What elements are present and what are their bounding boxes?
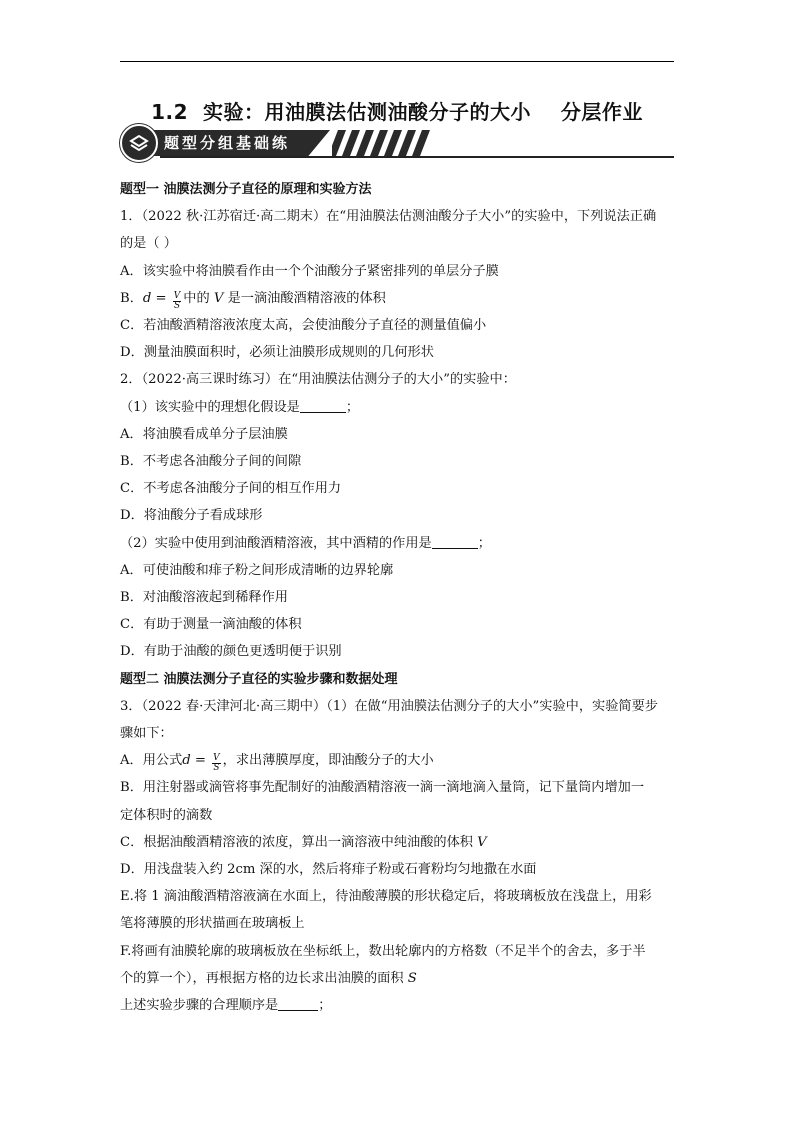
formula-d: d xyxy=(142,290,152,306)
fraction-numerator: V xyxy=(213,753,220,764)
banner-text: 题型分组基础练 xyxy=(164,134,291,152)
banner-rule xyxy=(160,156,674,158)
answer-blank xyxy=(300,398,346,413)
q2-part2-option-a: A．可使油酸和痱子粉之间形成清晰的边界轮廓 xyxy=(120,562,394,578)
q2-part1-text: （1）该实验中的理想化假设是 xyxy=(120,399,300,415)
q2-part1-option-a: A．将油膜看成单分子层油膜 xyxy=(120,426,288,442)
question-body xyxy=(120,176,680,1019)
q3-step-a-prefix: A．用公式 xyxy=(120,753,183,769)
q2-part2 xyxy=(120,530,680,557)
q1-option-a: A．该实验中将油膜看作由一个个油酸分子紧密排列的单层分子膜 xyxy=(120,263,499,279)
formula-fraction xyxy=(212,754,221,773)
q2-part2-option-b: B．对油酸溶液起到稀释作用 xyxy=(120,590,288,606)
q2-part2-option-d: D．有助于油酸的颜色更透明便于识别 xyxy=(120,644,342,660)
q3-step-a xyxy=(120,747,680,774)
q3-step-b-line1: B．用注射器或滴管将事先配制好的油酸酒精溶液一滴一滴地滴入量筒，记下量筒内增加一 xyxy=(120,780,644,796)
top-rule xyxy=(120,61,674,62)
q1-option-b-end: 是一滴油酸酒精溶液的体积 xyxy=(223,290,386,306)
page-title: 1.2 实验：用油膜法估测油酸分子的大小 分层作业 xyxy=(151,100,643,124)
q2-part1-option-d: D．将油酸分子看成球形 xyxy=(120,508,263,524)
section-banner xyxy=(120,124,674,162)
q3-step-b-line2: 定体积时的滴数 xyxy=(120,807,213,823)
area-symbol: S xyxy=(407,970,417,986)
volume-symbol: V xyxy=(477,834,487,850)
q2-part2-option-c: C．有助于测量一滴油酸的体积 xyxy=(120,617,302,633)
q1-option-b-prefix: B． xyxy=(120,290,143,306)
q3-order-end: ； xyxy=(318,998,332,1014)
q3-order xyxy=(120,992,680,1019)
q1-stem-line1: 1．（2022 秋·江苏宿迁·高二期末）在“用油膜法估测油酸分子大小”的实验中，下列说法正确 xyxy=(120,209,657,225)
q1-option-b-mid: 中的 xyxy=(183,290,214,306)
layers-icon xyxy=(120,124,158,162)
q3-step-c-text: C．根据油酸酒精溶液的浓度，算出一滴溶液中纯油酸的体积 xyxy=(120,834,478,850)
q1-stem-line2: 的是（ ） xyxy=(120,236,177,252)
q3-step-e-line1: E.将 1 滴油酸酒精溶液滴在水面上，待油酸薄膜的形状稳定后，将玻璃板放在浅盘上，用彩 xyxy=(120,889,652,905)
q3-step-a-suffix: ，求出薄膜厚度，即油酸分子的大小 xyxy=(222,753,434,769)
q3-step-f-text: 个的算一个），再根据方格的边长求出油膜的面积 xyxy=(120,970,408,986)
banner-stripes xyxy=(332,130,442,156)
q3-stem-line1: 3．（2022 春·天津河北·高三期中）（1）在做“用油膜法估测分子的大小”实验中，实验简要步 xyxy=(120,698,658,714)
q3-step-e-line2: 笔将薄膜的形状描画在玻璃板上 xyxy=(120,916,305,932)
formula-equals: = xyxy=(190,753,211,769)
volume-symbol: V xyxy=(213,290,224,306)
q2-part1 xyxy=(120,394,680,421)
q3-step-c xyxy=(120,829,680,856)
fraction-numerator: V xyxy=(173,290,181,301)
q3-order-text: 上述实验步骤的合理顺序是 xyxy=(120,998,279,1014)
section-heading-1: 题型一 油膜法测分子直径的原理和实验方法 xyxy=(120,182,372,197)
section-heading-2: 题型二 油膜法测分子直径的实验步骤和数据处理 xyxy=(120,671,398,687)
formula-d: d xyxy=(182,753,191,769)
fraction-denominator: S xyxy=(173,300,181,311)
fraction-denominator: S xyxy=(213,763,220,774)
answer-blank xyxy=(432,534,478,549)
q3-stem-line2: 骤如下： xyxy=(120,726,173,742)
q1-option-b xyxy=(120,285,680,312)
formula-fraction xyxy=(173,292,182,311)
q3-step-f-line1: F.将画有油膜轮廓的玻璃板放在坐标纸上，数出轮廓内的方格数（不足半个的舍去，多于半 xyxy=(120,943,646,959)
q2-part1-end: ； xyxy=(345,399,360,415)
q1-option-c: C．若油酸酒精溶液浓度太高，会使油酸分子直径的测量值偏小 xyxy=(120,318,487,334)
q2-stem: 2．（2022·高三课时练习）在“用油膜法估测分子的大小”的实验中： xyxy=(120,372,516,388)
q2-part1-option-b: B．不考虑各油酸分子间的间隙 xyxy=(120,454,302,470)
q3-step-d: D．用浅盘装入约 2cm 深的水，然后将痱子粉或石膏粉均匀地撒在水面 xyxy=(120,862,537,878)
q2-part2-text: （2）实验中使用到油酸酒精溶液，其中酒精的作用是 xyxy=(120,535,432,551)
q3-step-f-line2 xyxy=(120,965,680,992)
answer-blank xyxy=(278,996,318,1011)
q2-part1-option-c: C．不考虑各油酸分子间的相互作用力 xyxy=(120,481,342,497)
formula-equals: = xyxy=(151,290,171,306)
q1-option-d: D．测量油膜面积时，必须让油膜形成规则的几何形状 xyxy=(120,345,434,361)
q2-part2-end: ； xyxy=(477,535,491,551)
